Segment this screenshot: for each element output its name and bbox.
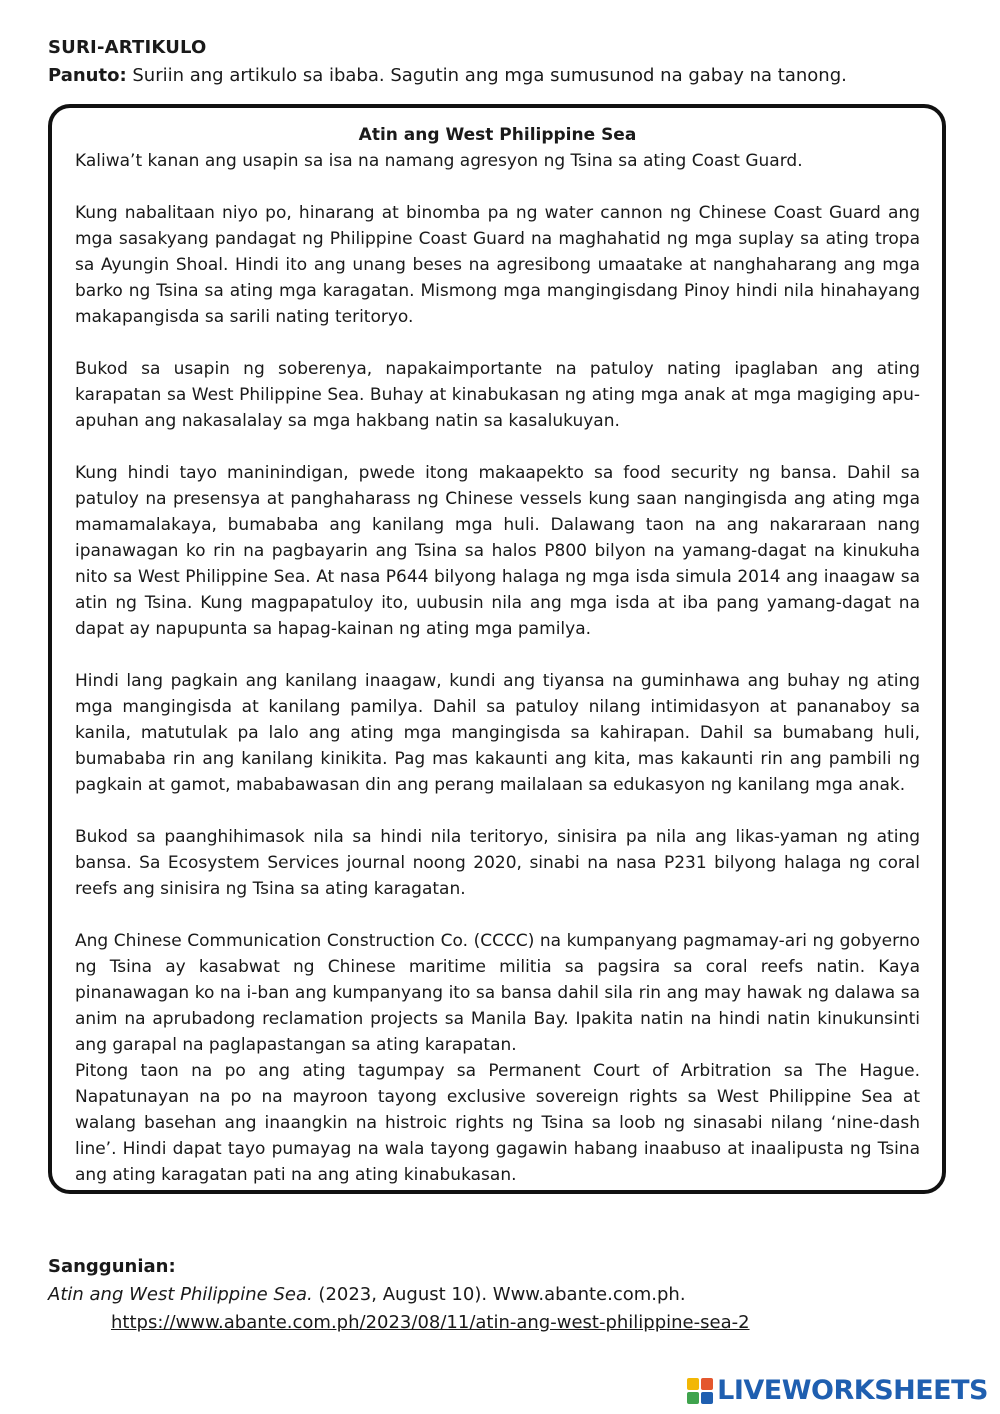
worksheet-title: SURI-ARTIKULO — [48, 37, 207, 58]
references-heading: Sanggunian: — [48, 1256, 176, 1277]
reference-entry — [48, 1281, 958, 1309]
article-paragraph-5: Hindi lang pagkain ang kanilang inaagaw, kundi ang tiyansa na guminhawa ang buhay ng ating mga mangingisda at kanilang pamilya. Dahil sa patuloy nilang intimidasyon at pananaboy sa kanila, matutulak pa lalo ang ating mga mangingisda sa kahirapan. Dahil sa bumabang huli, bumababa rin ang kanilang kinikita. Pag mas kakaunti ang kita, mas kakaunti rin ang pambili ng pagkain at gamot, mababawasan din ang perang mailalaan sa edukasyon ng kanilang mga anak. — [75, 671, 920, 795]
liveworksheets-logo-icon — [687, 1378, 713, 1404]
brand-name: LIVEWORKSHEETS — [717, 1375, 988, 1406]
article-paragraph-6: Bukod sa paanghihimasok nila sa hindi nila teritoryo, sinisira pa nila ang likas-yaman ng ating bansa. Sa Ecosystem Services journal noong 2020, sinabi na nasa P231 bilyong halaga ng coral reefs ang sinisira ng Tsina sa ating karagatan. — [75, 827, 920, 899]
reference-details: (2023, August 10). Www.abante.com.ph. — [312, 1284, 686, 1305]
article-paragraph-1: Kaliwa’t kanan ang usapin sa isa na namang agresyon ng Tsina sa ating Coast Guard. — [75, 151, 803, 171]
article-body — [75, 148, 920, 1188]
brand-logo — [687, 1375, 988, 1406]
article-box — [48, 104, 946, 1194]
article-paragraph-4: Kung hindi tayo maninindigan, pwede itong makaapekto sa food security ng bansa. Dahil sa patuloy na presensya at panghaharass ng Chinese vessels kung saan nangingisda ang ating mga mamamalakaya, bumababa ang kanilang mga huli. Dalawang taon na ang nakararaan nang ipanawagan ko rin na pagbayarin ang Tsina sa halos P800 bilyon na yamang-dagat na kinukuha nito sa West Philippine Sea. At nasa P644 bilyong halaga ng mga isda simula 2014 ang inaagaw sa atin ng Tsina. Kung magpapatuloy ito, uubusin nila ang mga isda at iba pang yamang-dagat na dapat ay napupunta sa hapag-kainan ng ating mga pamilya. — [75, 463, 920, 639]
article-paragraph-2: Kung nabalitaan niyo po, hinarang at binomba pa ng water cannon ng Chinese Coast Guard ang mga sasakyang pandagat ng Philippine Coast Guard na maghahatid ng mga suplay sa ating tropa sa Ayungin Shoal. Hindi ito ang unang beses na agresibong umaatake at nanghaharang ang mga barko ng Tsina sa ating mga karagatan. Mismong mga mangingisdang Pinoy hindi nila hinahayang makapangisda sa sarili nating teritoryo. — [75, 203, 920, 327]
instruction-text: Suriin ang artikulo sa ibaba. Sagutin ang mga sumusunod na gabay na tanong. — [126, 65, 847, 86]
instruction-label: Panuto: — [48, 65, 127, 86]
page-header — [48, 36, 958, 90]
article-paragraph-8: Pitong taon na po ang ating tagumpay sa Permanent Court of Arbitration sa The Hague. Napatunayan na po na mayroon tayong exclusive sovereign rights sa West Philippine Sea at walang basehan ang inaangkin na histroic rights ng Tsina sa loob ng sinasabi nilang ‘nine-dash line’. Hindi dapat tayo pumayag na wala tayong gagawin habang inaabuso at inaalipusta ng Tsina ang ating karagatan pati na ang ating kinabukasan. — [75, 1061, 920, 1185]
references — [48, 1253, 958, 1337]
article-title: Atin ang West Philippine Sea — [358, 125, 637, 145]
reference-title: Atin ang West Philippine Sea. — [48, 1284, 313, 1305]
reference-link[interactable]: https://www.abante.com.ph/2023/08/11/atin-ang-west-philippine-sea-2 — [111, 1312, 750, 1333]
article-paragraph-7: Ang Chinese Communication Construction Co. (CCCC) na kumpanyang pagmamay-ari ng gobyerno ng Tsina ay kasabwat ng Chinese maritime militia sa pagsira sa coral reefs natin. Kaya pinanawagan ko na i-ban ang kumpanyang ito sa bansa dahil sila rin ang may hawak ng dalawa sa anim na aprubadong reclamation projects sa Manila Bay. Ipakita natin na hindi natin kinukunsinti ang garapal na paglapastangan sa ating karapatan. — [75, 931, 920, 1055]
instruction — [48, 62, 958, 90]
article-paragraph-3: Bukod sa usapin ng soberenya, napakaimportante na patuloy nating ipaglaban ang ating karapatan sa West Philippine Sea. Buhay at kinabukasan ng ating mga anak at mga magiging apu-apuhan ang nakasalalay sa mga hakbang natin sa kasalukuyan. — [75, 359, 920, 431]
